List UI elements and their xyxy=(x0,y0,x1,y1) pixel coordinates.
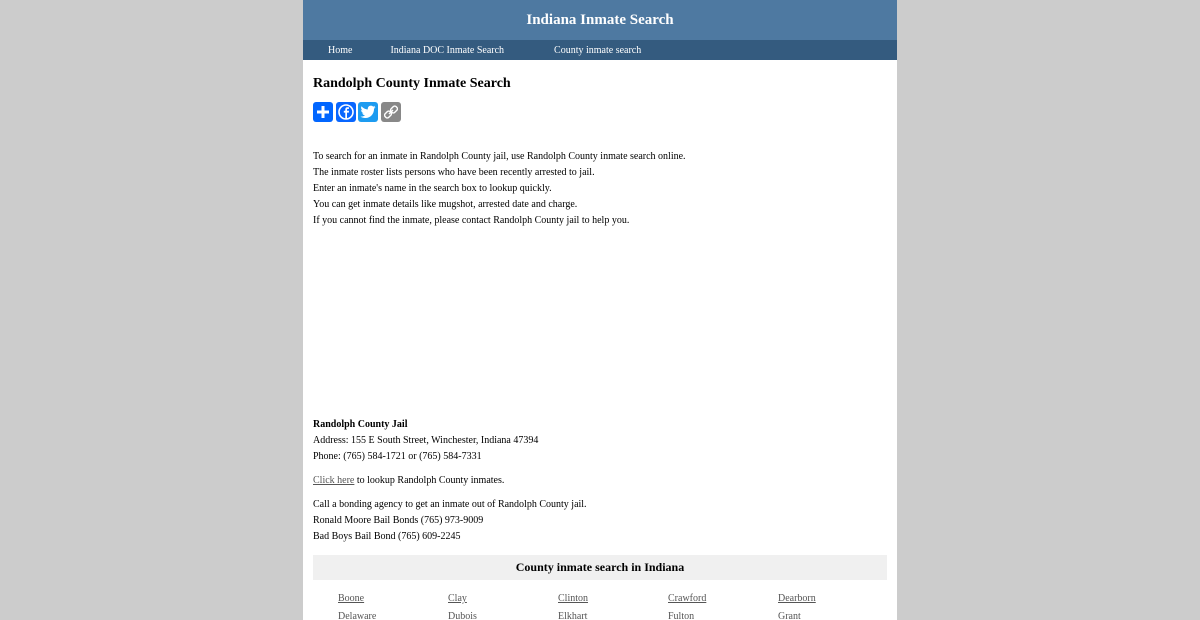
county-link-clay[interactable]: Clay xyxy=(448,593,467,604)
page-container xyxy=(303,0,897,620)
site-title[interactable]: Indiana Inmate Search xyxy=(526,11,674,28)
nav-item-home[interactable]: Home xyxy=(328,44,353,56)
county-link-boone[interactable]: Boone xyxy=(338,593,365,604)
intro-line: If you cannot find the inmate, please contact Randolph County jail to help you. xyxy=(313,215,630,226)
share-facebook-button[interactable] xyxy=(336,102,356,122)
page-title: Randolph County Inmate Search xyxy=(313,76,511,91)
intro-text xyxy=(313,149,887,229)
main-content xyxy=(303,76,897,620)
bond-agency: Bad Boys Bail Bond (765) 609-2245 xyxy=(313,531,461,542)
jail-address: Address: 155 E South Street, Winchester, Indiana 47394 xyxy=(313,435,539,446)
jail-phone: Phone: (765) 584-1721 or (765) 584-7331 xyxy=(313,451,482,462)
intro-line: To search for an inmate in Randolph County jail, use Randolph County inmate search online. xyxy=(313,151,686,162)
bonding-info xyxy=(313,497,887,545)
lookup-suffix: to lookup Randolph County inmates. xyxy=(354,475,505,486)
county-link-elkhart[interactable]: Elkhart xyxy=(558,611,588,620)
click-here-link[interactable]: Click here xyxy=(313,475,355,486)
share-copy-link-button[interactable] xyxy=(381,102,401,122)
share-twitter-button[interactable] xyxy=(358,102,378,122)
share-buttons xyxy=(313,102,887,123)
top-nav xyxy=(303,40,897,60)
jail-info xyxy=(313,417,887,465)
county-link-dearborn[interactable]: Dearborn xyxy=(778,593,816,604)
nav-item-county-search[interactable]: County inmate search xyxy=(554,44,642,56)
county-grid xyxy=(313,592,887,620)
plus-icon xyxy=(316,105,330,119)
facebook-icon xyxy=(338,104,354,120)
intro-line: The inmate roster lists persons who have been recently arrested to jail. xyxy=(313,167,595,178)
intro-line: You can get inmate details like mugshot, arrested date and charge. xyxy=(313,199,578,210)
county-link-grant[interactable]: Grant xyxy=(778,611,801,620)
intro-line: Enter an inmate's name in the search box to lookup quickly. xyxy=(313,183,552,194)
share-add-button[interactable] xyxy=(313,102,333,122)
county-link-dubois[interactable]: Dubois xyxy=(448,611,477,620)
jail-name: Randolph County Jail xyxy=(313,419,408,430)
nav-item-indiana-doc[interactable]: Indiana DOC Inmate Search xyxy=(390,44,505,56)
ad-space xyxy=(313,229,887,417)
bond-agency: Ronald Moore Bail Bonds (765) 973-9009 xyxy=(313,515,484,526)
county-section-title: County inmate search in Indiana xyxy=(313,555,887,580)
twitter-icon xyxy=(360,105,376,119)
site-header xyxy=(303,0,897,40)
lookup-text xyxy=(313,473,887,489)
county-link-crawford[interactable]: Crawford xyxy=(668,593,707,604)
bonding-intro: Call a bonding agency to get an inmate out of Randolph County jail. xyxy=(313,499,587,510)
county-link-fulton[interactable]: Fulton xyxy=(668,611,695,620)
county-link-clinton[interactable]: Clinton xyxy=(558,593,589,604)
copy-link-icon xyxy=(384,105,398,119)
county-link-delaware[interactable]: Delaware xyxy=(338,611,377,620)
